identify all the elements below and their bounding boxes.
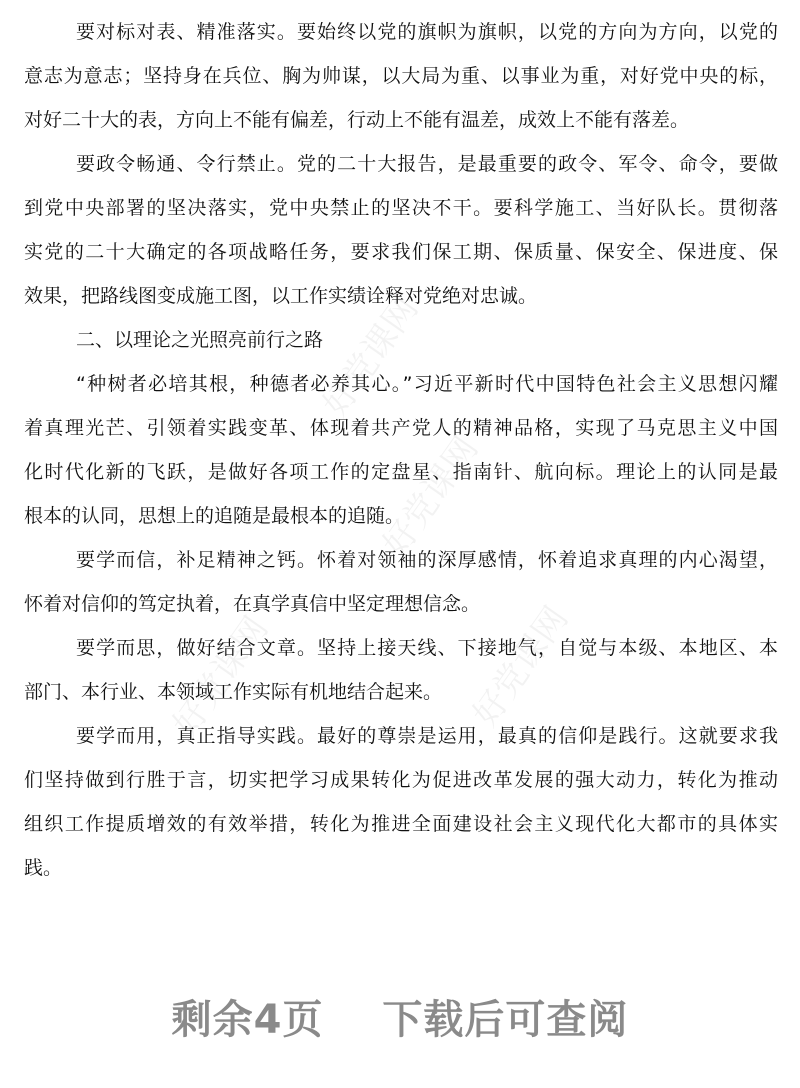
text-line: 着真理光芒、引领着实践变革、体现着共产党人的精神品格，实现了马克思主义中国 <box>24 417 778 439</box>
text-line: 要学而思，做好结合文章。坚持上接天线、下接地气，自觉与本级、本地区、本 <box>76 637 778 659</box>
text-line: 部门、本行业、本领域工作实际有机地结合起来。 <box>24 681 443 703</box>
section-heading <box>24 322 778 366</box>
paragraph <box>24 146 778 322</box>
preview-footer <box>0 988 800 1045</box>
paragraph <box>24 14 778 146</box>
paragraph <box>24 718 778 894</box>
text-line: 实党的二十大确定的各项战略任务，要求我们保工期、保质量、保安全、保进度、保 <box>24 241 778 263</box>
watermark: 好党课网 <box>465 599 577 734</box>
text-line: 怀着对信仰的笃定执着，在真学真信中坚定理想信念。 <box>24 593 481 615</box>
text-line: 化时代化新的飞跃，是做好各项工作的定盘星、指南针、航向标。理论上的认同是最 <box>24 461 778 483</box>
text-line: 根本的认同，思想上的追随是最根本的追随。 <box>24 505 405 527</box>
text-line: 要学而用，真正指导实践。最好的尊崇是运用，最真的信仰是践行。这就要求我 <box>76 725 778 747</box>
text-line: 效果，把路线图变成施工图，以工作实绩诠释对党绝对忠诚。 <box>24 285 538 307</box>
paragraph <box>24 366 778 542</box>
paragraph <box>24 542 778 630</box>
watermark: 好党课网 <box>315 289 427 424</box>
watermark: 好党课网 <box>165 609 277 744</box>
text-line: 要学而信，补足精神之钙。怀着对领袖的深厚感情，怀着追求真理的内心渴望， <box>76 549 778 571</box>
remaining-pages-label: 剩余4页 <box>171 997 324 1043</box>
text-line: 组织工作提质增效的有效举措，转化为推进全面建设社会主义现代化大都市的具体实 <box>24 813 778 835</box>
text-line: 对好二十大的表，方向上不能有偏差，行动上不能有温差，成效上不能有落差。 <box>24 109 690 131</box>
text-line: 意志为意志；坚持身在兵位、胸为帅谋，以大局为重、以事业为重，对好党中央的标， <box>24 65 778 87</box>
text-line: 要政令畅通、令行禁止。党的二十大报告，是最重要的政令、军令、命令，要做 <box>76 153 778 175</box>
text-line: 践。 <box>24 857 63 879</box>
text-line: 要对标对表、精准落实。要始终以党的旗帜为旗帜，以党的方向为方向，以党的 <box>76 21 778 43</box>
text-line: 到党中央部署的坚决落实，党中央禁止的坚决不干。要科学施工、当好队长。贯彻落 <box>24 197 778 219</box>
document-body <box>24 14 778 894</box>
download-to-view-link[interactable]: 下载后可查阅 <box>382 997 629 1043</box>
paragraph <box>24 630 778 718</box>
watermark: 好党课网 <box>375 429 487 564</box>
text-line: “种树者必培其根，种德者必养其心。”习近平新时代中国特色社会主义思想闪耀 <box>76 373 778 395</box>
text-line: 们坚持做到行胜于言，切实把学习成果转化为促进改革发展的强大动力，转化为推动 <box>24 769 778 791</box>
text-line: 二、以理论之光照亮前行之路 <box>76 329 324 351</box>
